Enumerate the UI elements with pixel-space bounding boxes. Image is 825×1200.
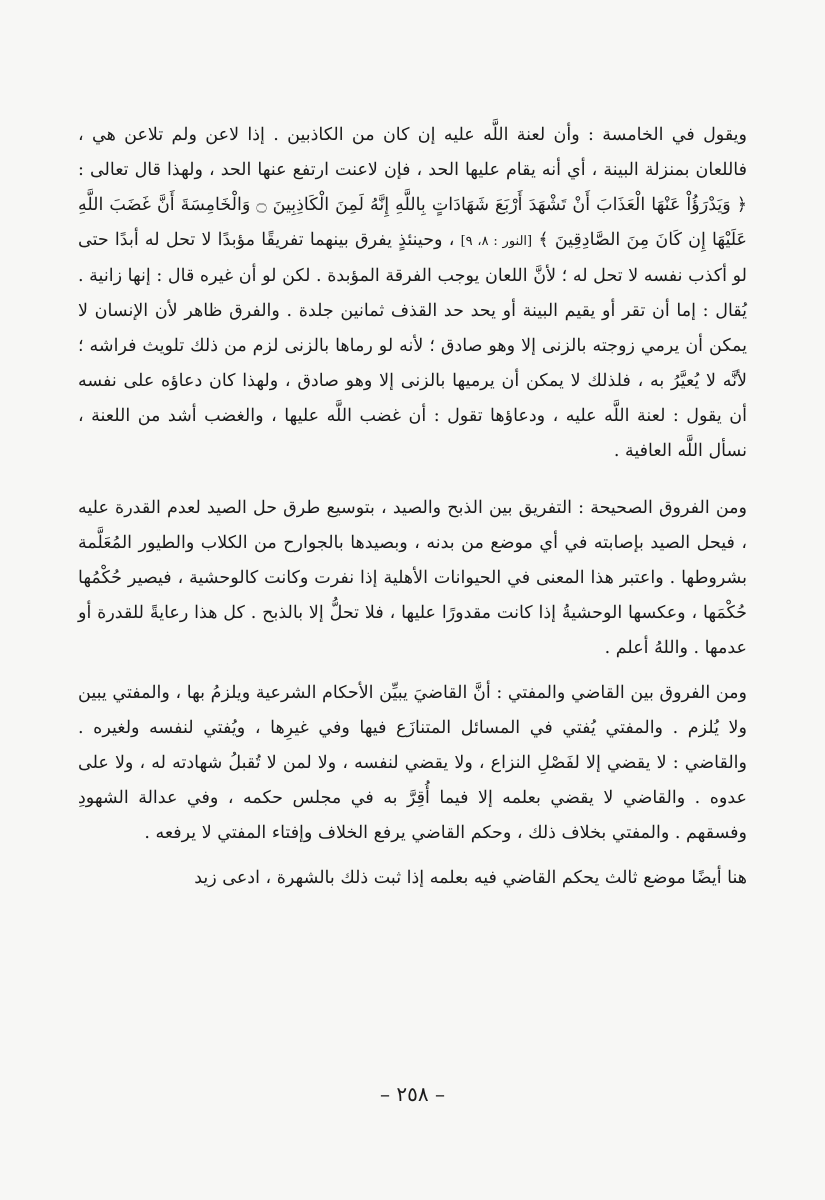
paragraph-continuation: ، وحينئذٍ يفرق بينهما تفريقًا مؤبدًا لا تحل له أبدًا حتى لو أكذب نفسه لا تحل له ؛ لأنَّ اللعان يوجب الفرقة المؤبدة . لكن لو أن غيره قال : إنها زانية . يُقال : إما أن تقر أو يقيم البينة أو يحد حد القذف ثمانين جلدة . والفرق ظاهر لأن الإنسان لا يمكن أن يرمي زوجته بالزنى إلا وهو صادق ؛ لأنه لو رماها بالزنى لزم من ذلك تلويث فراشه ؛ لأنَّه لا يُعيَّرُ به ، فلذلك لا يمكن أن يرميها بالزنى إلا وهو صادق ، ولهذا كان دعاؤه على نفسه أن يقول : لعنة اللَّه عليه ، ودعاؤها تقول : أن غضب اللَّه عليها ، والغضب أشد من اللعنة ، نسأل اللَّه العافية . xyxy=(78,230,747,461)
main-text xyxy=(78,118,747,896)
page-number: – ٢٥٨ – xyxy=(380,1082,445,1106)
verse-reference: [النور : ٨، ٩] xyxy=(460,234,533,249)
quran-verse: ﴿ وَيَدْرَؤُاْ عَنْهَا الْعَذَابَ أَنْ تَشْهَدَ أَرْبَعَ شَهَادَاتٍ بِاللَّهِ إِنَّهُ لَمِنَ الْكَاذِبِينَ ۝ وَالْخَامِسَةَ أَنَّ غَضَبَ اللَّهِ عَلَيْهَا إِن كَانَ مِنَ الصَّادِقِينَ ﴾ xyxy=(78,195,747,250)
paragraph-lian xyxy=(78,118,747,469)
paragraph-intro: ويقول في الخامسة : وأن لعنة اللَّه عليه إن كان من الكاذبين . إذا لاعن ولم تلاعن هي ، فاللعان بمنزلة البينة ، أي أنه يقام عليها الحد ، فإن لاعنت ارتفع عنها الحد ، ولهذا قال تعالى : xyxy=(78,125,747,180)
paragraph-hunting: ومن الفروق الصحيحة : التفريق بين الذبح والصيد ، بتوسيع طرق حل الصيد لعدم القدرة عليه ، فيحل الصيد بإصابته في أي موضع من بدنه ، وبصيدها بالجوارح من الكلاب والطيور المُعَلَّمة بشروطها . واعتبر هذا المعنى في الحيوانات الأهلية إذا نفرت وكانت كالوحشية ، فيصير حُكْمُها حُكْمَها ، وعكسها الوحشيةُ إذا كانت مقدورًا عليها ، فلا تحلُّ إلا بالذبح . كل هذا رعايةً للقدرة أو عدمها . واللهُ أعلم . xyxy=(78,498,747,658)
paragraph-third-case: هنا أيضًا موضع ثالث يحكم القاضي فيه بعلمه إذا ثبت ذلك بالشهرة ، ادعى زيد xyxy=(194,868,747,888)
paragraph-judge-mufti: ومن الفروق بين القاضي والمفتي : أنَّ القاضيَ يبيِّن الأحكام الشرعية ويلزمُ بها ، والمفتي يبين ولا يُلزم . والمفتي يُفتي في المسائل المتنازَع فيها وفي غيرِها ، ويُفتي لنفسه ولغيره . والقاضي : لا يقضي إلا لفَصْلِ النزاع ، ولا يقضي لنفسه ، ولا لمن لا تُقبلُ شهادته له ، ولا على عدوه . والقاضي لا يقضي بعلمه إلا فيما أُقِرَّ به في مجلس حكمه ، وفي عدالة الشهودِ وفسقهم . والمفتي بخلاف ذلك ، وحكم القاضي يرفع الخلاف وإفتاء المفتي لا يرفعه . xyxy=(78,683,747,843)
